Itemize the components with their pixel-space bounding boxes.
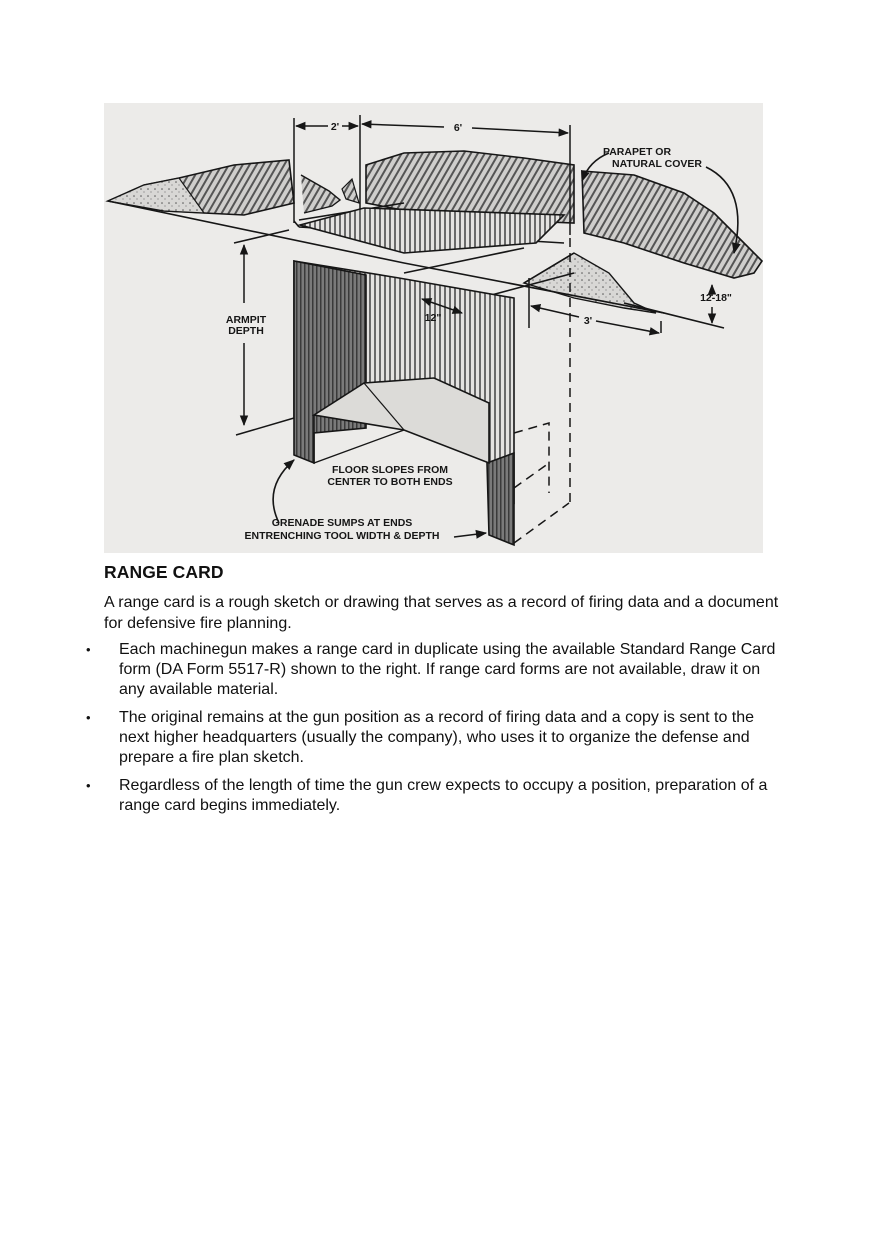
list-item-text: The original remains at the gun position as a record of firing data and a copy is sent to the next higher headquarters (usually the company), who uses it to organize the defense and prepare a fire plan sketch.	[119, 709, 755, 766]
left-parapet-mound	[108, 160, 359, 215]
section-heading: RANGE CARD	[104, 562, 224, 582]
machinegun-position-diagram	[104, 103, 763, 553]
label-12-18in: 12-18"	[700, 292, 732, 304]
label-floor-2: CENTER TO BOTH ENDS	[327, 476, 453, 488]
intro-paragraph: A range card is a rough sketch or drawing that serves as a record of firing data and a document for defensive fire planning.	[104, 594, 779, 632]
list-item-text: Each machinegun makes a range card in duplicate using the available Standard Range Card form (DA Form 5517-R) shown to the right. If range card forms are not available, draw it on any available material.	[119, 641, 776, 698]
label-3ft: 3'	[583, 315, 593, 327]
bullet-icon: •	[86, 642, 91, 657]
label-sumps-2: ENTRENCHING TOOL WIDTH & DEPTH	[244, 530, 440, 542]
label-parapet-2: NATURAL COVER	[611, 158, 703, 170]
bullet-list	[86, 640, 786, 824]
label-floor-1: FLOOR SLOPES FROM	[331, 464, 449, 476]
list-item	[86, 776, 786, 816]
label-armpit-2: DEPTH	[228, 325, 264, 337]
diagram-svg	[104, 103, 763, 553]
label-2ft: 2'	[330, 121, 340, 133]
label-6ft: 6'	[453, 122, 463, 134]
list-item	[86, 708, 786, 768]
label-12in: 12"	[424, 312, 442, 324]
label-sumps-1: GRENADE SUMPS AT ENDS	[271, 517, 413, 529]
bullet-icon: •	[86, 710, 91, 725]
trench-top	[300, 208, 564, 253]
list-item-text: Regardless of the length of time the gun crew expects to occupy a position, preparation of a range card begins immediately.	[119, 777, 768, 814]
label-armpit-1: ARMPIT	[225, 314, 267, 326]
list-item	[86, 640, 786, 700]
label-parapet-1: PARAPET OR	[602, 146, 672, 158]
bullet-icon: •	[86, 778, 91, 793]
